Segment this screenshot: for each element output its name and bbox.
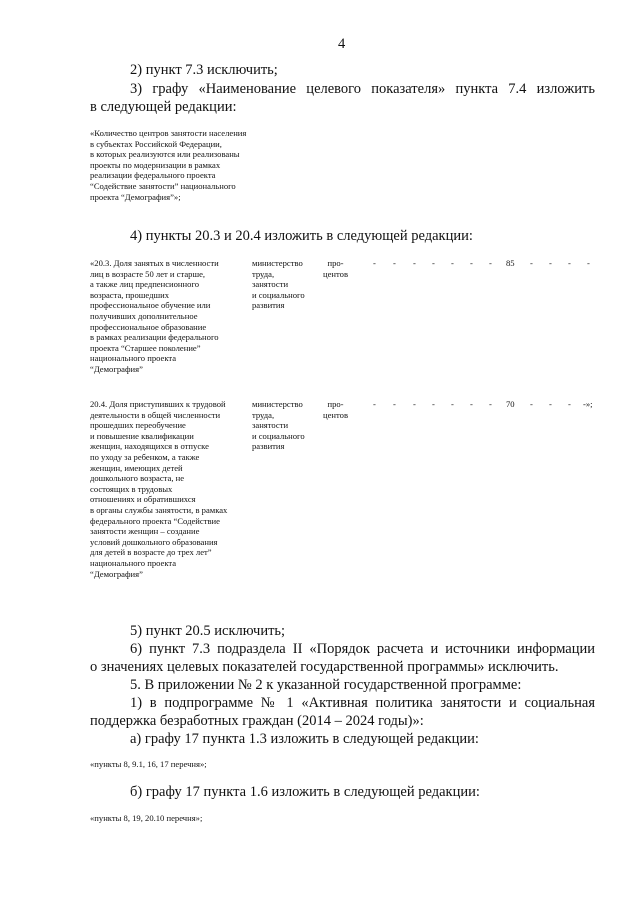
row-name-line: “Демография”	[90, 363, 143, 374]
quote-74-line: реализации федерального проекта	[90, 170, 216, 181]
row-name-line: возраста, прошедших	[90, 289, 169, 300]
quote-1-6: «пункты 8, 19, 20.10 перечня»;	[90, 813, 203, 823]
responsible-line: занятости	[252, 279, 289, 290]
row-name-line: в органы службы занятости, в рамках	[90, 504, 228, 515]
row-name-line: проекта “Старшее поколение”	[90, 342, 201, 353]
row-name-line: профессиональное образование	[90, 321, 207, 332]
quote-74-line: «Количество центров занятости населения	[90, 128, 247, 138]
row-name-line: женщин, находящихся в отпуске	[90, 441, 209, 452]
row-20-4-unit	[323, 399, 348, 420]
responsible-line: занятости	[252, 420, 289, 431]
responsible-line: развития	[252, 441, 285, 452]
indicator-value: 85	[506, 258, 515, 268]
unit-line: центов	[323, 409, 349, 420]
paragraph-5: 5. В приложении № 2 к указанной государственной программе:	[130, 677, 522, 693]
empty-cell-dash: -	[373, 258, 376, 268]
row-name-line: занятости женщин – создание	[90, 526, 200, 537]
page-number: 4	[338, 36, 346, 52]
row-name-line: 20.4. Доля приступивших к трудовой	[90, 399, 226, 409]
row-20-3-unit	[323, 258, 348, 279]
quote-74-line: в субъектах Российской Федерации,	[90, 138, 222, 149]
empty-cell-dash: -	[413, 258, 416, 268]
responsible-line: министерство	[252, 399, 303, 409]
empty-cell-dash: -	[470, 258, 473, 268]
empty-cell-dash: -	[432, 258, 435, 268]
row-name-line: дошкольного возраста, не	[90, 473, 185, 484]
empty-cell-dash: -	[451, 258, 454, 268]
row-name-line: отношениях и обратившихся	[90, 494, 196, 505]
row-name-line: и повышение квалификации	[90, 430, 194, 441]
responsible-line: труда,	[252, 268, 275, 279]
row-name-line: по уходу за ребенком, а также	[90, 451, 200, 462]
row-name-line: «20.3. Доля занятых в численности	[90, 258, 219, 268]
row-20-4-name	[90, 399, 227, 579]
row-name-line: лиц в возрасте 50 лет и старше,	[90, 268, 206, 279]
quote-74-line: проекты по модернизации в рамках	[90, 159, 221, 170]
item-3-line-2: в следующей редакции:	[90, 99, 237, 115]
row-end-quote: -»;	[583, 399, 593, 409]
subitem-1-line-2: поддержка безработных граждан (2014 – 2024 годы)»:	[90, 713, 424, 729]
item-3-line-1: 3) графу «Наименование целевого показателя» пункта 7.4 изложить	[130, 81, 595, 97]
row-name-line: женщин, имеющих детей	[90, 462, 183, 473]
responsible-line: развития	[252, 300, 285, 311]
empty-cell-dash: -	[489, 399, 492, 409]
row-name-line: в рамках реализации федерального	[90, 332, 219, 343]
quote-74-line: в которых реализуются или реализованы	[90, 149, 240, 160]
empty-cell-dash: -	[568, 399, 571, 409]
item-4: 4) пункты 20.3 и 20.4 изложить в следующей редакции:	[130, 228, 473, 244]
indicator-value: 70	[506, 399, 515, 409]
empty-cell-dash: -	[393, 399, 396, 409]
quote-74-line: проекта “Демография”»;	[90, 191, 181, 202]
row-name-line: национального проекта	[90, 557, 177, 568]
row-name-line: “Демография”	[90, 568, 143, 579]
row-name-line: прошедших переобучение	[90, 420, 186, 431]
responsible-line: министерство	[252, 258, 303, 268]
row-name-line: деятельности в общей численности	[90, 409, 221, 420]
row-name-line: профессиональное обучение или	[90, 300, 211, 311]
empty-cell-dash: -	[470, 399, 473, 409]
empty-cell-dash: -	[432, 399, 435, 409]
item-5: 5) пункт 20.5 исключить;	[130, 623, 286, 639]
responsible-line: и социального	[252, 430, 305, 441]
empty-cell-dash: -	[413, 399, 416, 409]
row-name-line: для детей в возрасте до трех лет”	[90, 547, 212, 558]
item-6-line-1: 6) пункт 7.3 подраздела II «Порядок расчета и источники информации	[130, 641, 595, 657]
row-name-line: получивших дополнительное	[90, 310, 198, 321]
unit-line: про-	[327, 258, 344, 268]
quote-74-block	[90, 128, 246, 202]
item-6-line-2: о значениях целевых показателей государственной программы» исключить.	[90, 659, 559, 675]
subitem-b: б) графу 17 пункта 1.6 изложить в следующей редакции:	[130, 784, 480, 800]
row-20-3-name	[90, 258, 219, 375]
quote-74-line: “Содействие занятости” национального	[90, 180, 236, 191]
empty-cell-dash: -	[373, 399, 376, 409]
empty-cell-dash: -	[549, 258, 552, 268]
empty-cell-dash: -	[587, 258, 590, 268]
empty-cell-dash: -	[393, 258, 396, 268]
unit-line: центов	[323, 268, 349, 279]
empty-cell-dash: -	[568, 258, 571, 268]
row-name-line: а также лиц предпенсионного	[90, 279, 200, 290]
empty-cell-dash: -	[451, 399, 454, 409]
empty-cell-dash: -	[549, 399, 552, 409]
row-name-line: состоящих в трудовых	[90, 483, 173, 494]
unit-line: про-	[327, 399, 344, 409]
subitem-1-line-1: 1) в подпрограмме № 1 «Активная политика занятости и социальная	[130, 695, 595, 711]
responsible-line: и социального	[252, 289, 305, 300]
empty-cell-dash: -	[489, 258, 492, 268]
responsible-line: труда,	[252, 409, 275, 420]
row-20-3-responsible	[252, 258, 305, 311]
row-20-4-responsible	[252, 399, 305, 452]
empty-cell-dash: -	[530, 258, 533, 268]
item-2: 2) пункт 7.3 исключить;	[130, 62, 278, 78]
row-name-line: национального проекта	[90, 353, 177, 364]
row-name-line: федерального проекта “Содействие	[90, 515, 220, 526]
subitem-a: а) графу 17 пункта 1.3 изложить в следующей редакции:	[130, 731, 479, 747]
empty-cell-dash: -	[530, 399, 533, 409]
row-name-line: условий дошкольного образования	[90, 536, 218, 547]
quote-1-3: «пункты 8, 9.1, 16, 17 перечня»;	[90, 759, 207, 769]
